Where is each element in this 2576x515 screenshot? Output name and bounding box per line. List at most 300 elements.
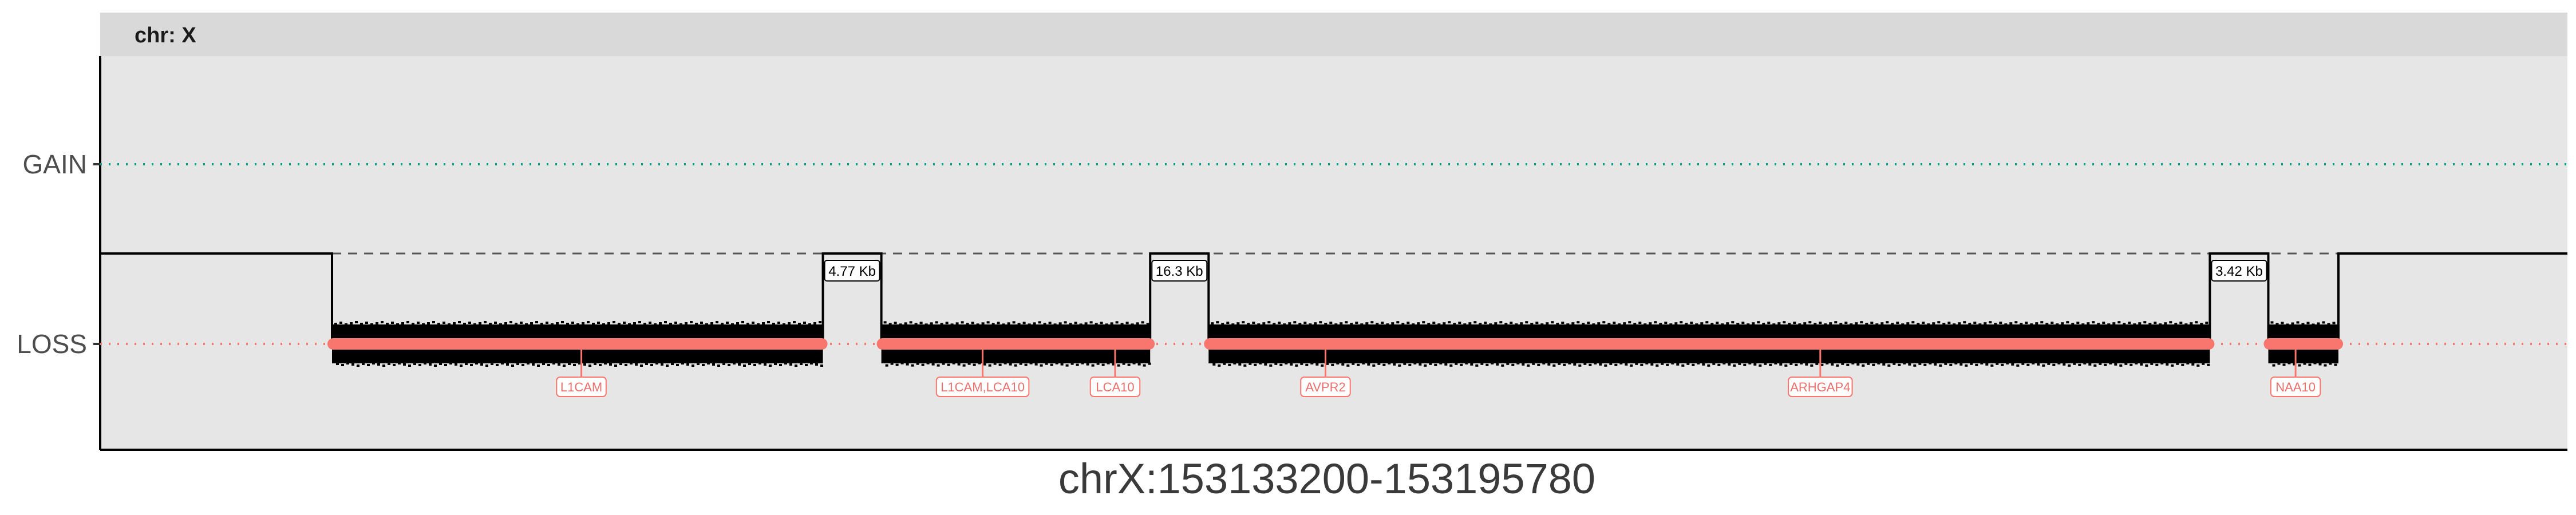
probe-point [442, 322, 445, 324]
probe-point [1788, 323, 1791, 325]
probe-point [2014, 321, 2017, 323]
probe-point [1143, 365, 1146, 367]
probe-point [989, 365, 991, 367]
probe-point [1117, 365, 1120, 367]
gap-label-1: 4.77 Kb [828, 264, 876, 279]
probe-point [2068, 365, 2071, 367]
probe-point [1666, 364, 1669, 366]
probe-point [2272, 365, 2275, 367]
probe-point [1996, 363, 1998, 365]
probe-point [1357, 364, 1360, 366]
probe-point [345, 323, 347, 326]
gap-label-2: 16.3 Kb [1155, 264, 1203, 279]
probe-point [1965, 365, 1967, 367]
probe-point [1618, 323, 1621, 326]
probe-point [635, 363, 638, 366]
probe-point [896, 364, 899, 366]
probe-point [1563, 364, 1566, 366]
probe-point [1107, 362, 1110, 365]
probe-point [1274, 363, 1277, 365]
probe-point [1573, 363, 1576, 366]
probe-point [1479, 323, 1481, 325]
probe-point [449, 362, 452, 365]
probe-point [2205, 322, 2208, 324]
probe-point [388, 363, 390, 365]
probe-point [2128, 322, 2131, 324]
probe-point [1980, 362, 1983, 365]
probe-point [1331, 364, 1334, 366]
probe-point [1133, 362, 1136, 365]
probe-point [1121, 323, 1124, 325]
loss-segment-2 [877, 338, 1155, 350]
probe-point [1066, 365, 1069, 367]
probe-point [1716, 322, 1718, 324]
probe-point [1412, 323, 1415, 326]
probe-point [588, 365, 591, 367]
probe-point [491, 363, 493, 365]
probe-point [1896, 322, 1899, 324]
probe-point [2281, 322, 2283, 324]
probe-point [1856, 363, 1859, 366]
probe-point [412, 323, 414, 325]
probe-point [1599, 363, 1602, 366]
probe-point [1071, 363, 1074, 365]
probe-point [494, 322, 497, 324]
probe-point [1288, 322, 1291, 324]
probe-point [1340, 322, 1342, 324]
probe-point [1571, 322, 1574, 324]
probe-point [1424, 365, 1427, 367]
probe-point [2006, 362, 2009, 365]
probe-point [1345, 321, 1348, 323]
probe-point [1721, 323, 1724, 326]
probe-point [1427, 323, 1430, 325]
probe-point [820, 365, 823, 367]
probe-point [1038, 321, 1041, 323]
probe-point [2184, 323, 2187, 326]
probe-point [753, 364, 756, 366]
probe-point [1968, 323, 1971, 325]
gene-label-3: LCA10 [1096, 380, 1135, 394]
probe-point [2270, 321, 2273, 323]
probe-point [1352, 363, 1354, 365]
probe-point [1298, 323, 1301, 325]
probe-point [1279, 364, 1282, 366]
probe-point [927, 362, 930, 365]
probe-point [752, 322, 754, 324]
probe-point [594, 363, 596, 365]
probe-point [406, 321, 409, 323]
probe-point [966, 323, 969, 325]
probe-point [1887, 365, 1890, 367]
probe-point [920, 322, 923, 324]
probe-point [2207, 364, 2210, 366]
probe-point [1664, 322, 1667, 324]
probe-point [2093, 365, 2096, 367]
probe-point [2327, 323, 2330, 325]
probe-point [1609, 363, 1612, 365]
probe-point [1458, 322, 1461, 324]
probe-point [702, 364, 705, 366]
probe-point [499, 323, 502, 326]
probe-point [1370, 321, 1373, 323]
probe-point [372, 362, 375, 365]
probe-point [1033, 322, 1036, 324]
probe-point [1826, 362, 1828, 365]
probe-point [563, 365, 566, 367]
probe-point [1953, 323, 1955, 326]
probe-point [455, 363, 457, 366]
probe-point [2066, 321, 2069, 323]
probe-point [1733, 365, 1736, 367]
probe-point [355, 321, 358, 323]
probe-point [2154, 322, 2156, 324]
probe-point [2102, 322, 2105, 324]
probe-point [1774, 362, 1777, 365]
probe-point [1455, 363, 1457, 365]
probe-point [1326, 363, 1329, 365]
probe-point [1116, 321, 1119, 323]
probe-point [1808, 321, 1811, 323]
probe-point [568, 363, 571, 365]
probe-point [1937, 321, 1940, 323]
probe-point [1002, 323, 1005, 326]
probe-point [1228, 364, 1231, 366]
probe-point [1674, 322, 1677, 324]
probe-point [1628, 321, 1631, 323]
probe-point [1582, 323, 1585, 325]
probe-point [1855, 322, 1858, 324]
probe-point [1547, 363, 1550, 366]
probe-point [558, 363, 560, 366]
probe-point [609, 363, 612, 366]
probe-point [1238, 363, 1241, 366]
probe-point [1686, 363, 1689, 365]
probe-point [911, 365, 914, 367]
probe-point [640, 365, 643, 367]
probe-point [1128, 364, 1131, 366]
probe-point [1877, 362, 1880, 365]
probe-point [2119, 365, 2122, 367]
probe-point [532, 363, 535, 366]
probe-point [2104, 364, 2107, 366]
probe-point [516, 363, 519, 365]
probe-point [1008, 322, 1010, 324]
probe-point [1506, 363, 1509, 365]
probe-point [1831, 363, 1834, 366]
probe-point [757, 323, 760, 326]
loss-segment-3 [1204, 338, 2214, 350]
probe-point [2026, 364, 2029, 366]
probe-point [728, 364, 730, 366]
probe-point [2076, 322, 2079, 324]
probe-point [1417, 322, 1420, 324]
probe-point [1769, 364, 1772, 366]
probe-point [1717, 364, 1720, 366]
probe-point [2063, 363, 2065, 366]
probe-point [904, 322, 907, 324]
probe-point [1516, 362, 1519, 365]
probe-point [1485, 364, 1488, 366]
probe-point [2306, 322, 2309, 324]
probe-point [599, 364, 602, 366]
probe-point [906, 363, 909, 366]
probe-point [1947, 322, 1950, 324]
probe-point [1834, 321, 1837, 323]
probe-point [535, 321, 538, 323]
probe-point [1690, 322, 1693, 324]
probe-point [1527, 365, 1530, 367]
probe-point [743, 365, 746, 367]
y-tick-label-loss: LOSS [17, 329, 87, 359]
probe-point [1695, 323, 1698, 326]
probe-point [2164, 322, 2167, 324]
probe-point [1422, 321, 1425, 323]
probe-point [1898, 364, 1901, 366]
probe-point [2037, 363, 2040, 366]
probe-point [2286, 323, 2289, 326]
probe-point [922, 364, 924, 366]
probe-point [552, 362, 555, 365]
probe-point [1949, 364, 1952, 366]
probe-point [1257, 323, 1260, 326]
probe-point [1927, 323, 1930, 326]
probe-point [1757, 321, 1760, 323]
probe-point [2021, 363, 2024, 365]
probe-point [2124, 363, 2127, 365]
probe-point [2081, 323, 2084, 326]
gene-label-5: ARHGAP4 [1790, 380, 1851, 394]
probe-point [1014, 365, 1017, 367]
probe-point [1023, 322, 1026, 324]
probe-point [1236, 322, 1239, 324]
probe-point [956, 322, 959, 324]
probe-point [1908, 363, 1911, 366]
probe-point [741, 321, 744, 323]
probe-point [1264, 363, 1267, 366]
probe-point [1578, 365, 1581, 367]
probe-point [1074, 322, 1077, 324]
probe-point [1095, 323, 1098, 325]
probe-point [679, 323, 682, 326]
probe-point [1597, 322, 1600, 324]
probe-point [1532, 363, 1535, 365]
probe-point [1656, 365, 1658, 367]
probe-point [1439, 362, 1442, 365]
probe-point [460, 365, 463, 367]
probe-point [2174, 323, 2177, 325]
probe-point [2040, 321, 2043, 323]
probe-point [1958, 322, 1961, 324]
probe-point [1633, 323, 1636, 325]
probe-point [746, 323, 749, 325]
probe-point [2200, 323, 2203, 325]
probe-point [1537, 364, 1540, 366]
probe-point [899, 323, 902, 326]
probe-point [1551, 321, 1554, 323]
probe-point [2160, 362, 2163, 365]
probe-point [1309, 323, 1311, 326]
probe-point [1783, 321, 1785, 323]
probe-point [1398, 365, 1401, 367]
probe-point [1377, 363, 1380, 365]
probe-point [819, 321, 821, 323]
probe-point [721, 323, 724, 325]
probe-point [1762, 323, 1765, 325]
loss-segment-1 [327, 338, 828, 350]
probe-point [1772, 323, 1775, 326]
probe-point [537, 365, 540, 367]
probe-point [403, 363, 406, 366]
probe-point [1561, 322, 1564, 324]
probe-point [1556, 323, 1559, 325]
probe-point [1393, 363, 1396, 366]
probe-point [1419, 363, 1421, 366]
probe-point [1862, 365, 1864, 367]
gap-label-3: 3.42 Kb [2215, 264, 2263, 279]
probe-point [551, 323, 554, 326]
probe-point [2275, 323, 2278, 325]
probe-point [1020, 363, 1022, 365]
probe-point [1589, 364, 1591, 366]
probe-point [1903, 362, 1906, 365]
probe-point [1013, 321, 1016, 323]
probe-point [1844, 322, 1847, 324]
probe-point [1793, 322, 1796, 324]
probe-point [2135, 362, 2138, 365]
probe-point [1748, 362, 1751, 365]
probe-point [1081, 362, 1084, 365]
probe-point [628, 323, 631, 326]
probe-point [1449, 365, 1452, 367]
probe-point [1767, 322, 1770, 324]
probe-point [2291, 322, 2294, 324]
probe-point [1747, 323, 1749, 326]
probe-point [2169, 321, 2172, 323]
probe-point [1453, 323, 1456, 325]
probe-point [697, 363, 700, 365]
probe-point [1525, 321, 1528, 323]
probe-point [1367, 363, 1370, 366]
probe-point [953, 362, 955, 365]
probe-point [350, 322, 353, 324]
probe-point [1468, 322, 1471, 324]
probe-point [1283, 323, 1286, 326]
probe-point [2318, 363, 2321, 366]
probe-point [1365, 322, 1368, 324]
probe-point [1278, 322, 1281, 324]
probe-point [1736, 323, 1739, 325]
probe-point [429, 363, 432, 366]
probe-point [1906, 322, 1909, 324]
probe-point [485, 365, 488, 367]
probe-point [2050, 322, 2053, 324]
probe-point [2052, 364, 2055, 366]
probe-point [1475, 365, 1478, 367]
probe-point [1049, 322, 1052, 324]
probe-point [1341, 363, 1344, 366]
probe-point [2145, 365, 2148, 367]
probe-point [1731, 321, 1734, 323]
probe-point [1795, 364, 1797, 366]
probe-point [1432, 322, 1435, 324]
gene-label-1: L1CAM [560, 380, 603, 394]
probe-point [2032, 362, 2034, 365]
probe-point [391, 322, 394, 324]
probe-point [360, 323, 363, 325]
probe-point [2099, 363, 2101, 365]
probe-point [947, 364, 950, 366]
probe-point [367, 364, 370, 366]
probe-point [2329, 363, 2332, 365]
probe-point [1273, 323, 1275, 325]
probe-point [692, 365, 694, 367]
probe-point [705, 323, 708, 326]
probe-point [437, 323, 440, 325]
probe-point [2004, 323, 2007, 326]
probe-point [1090, 321, 1093, 323]
probe-point [1218, 365, 1220, 367]
probe-point [886, 365, 888, 367]
probe-point [1789, 363, 1792, 365]
probe-point [381, 321, 384, 323]
probe-point [894, 322, 897, 324]
probe-point [556, 322, 559, 324]
probe-point [1408, 364, 1411, 366]
probe-point [1741, 322, 1744, 324]
probe-point [1252, 322, 1255, 324]
probe-point [432, 321, 435, 323]
probe-point [1566, 323, 1569, 326]
probe-point [418, 364, 421, 366]
probe-point [772, 323, 775, 325]
probe-point [982, 322, 985, 324]
probe-point [681, 362, 684, 365]
probe-point [1702, 363, 1705, 366]
probe-point [439, 363, 442, 365]
probe-point [521, 364, 524, 366]
probe-point [2061, 322, 2064, 324]
probe-point [576, 323, 579, 326]
probe-point [1504, 323, 1507, 325]
probe-point [520, 322, 523, 324]
probe-point [2287, 362, 2290, 365]
probe-point [1867, 363, 1870, 365]
probe-point [1759, 365, 1761, 367]
probe-point [479, 322, 481, 324]
probe-point [1810, 365, 1813, 367]
probe-point [1604, 365, 1607, 367]
probe-point [1934, 363, 1937, 366]
probe-point [2181, 364, 2184, 366]
probe-point [808, 323, 811, 326]
probe-point [1959, 363, 1962, 366]
probe-point [540, 323, 543, 325]
probe-point [968, 363, 971, 365]
probe-point [434, 365, 437, 367]
probe-point [1592, 323, 1595, 326]
probe-point [930, 322, 933, 324]
probe-point [1917, 323, 1919, 325]
probe-point [1050, 364, 1053, 366]
probe-point [1334, 323, 1337, 326]
probe-point [1321, 365, 1323, 367]
probe-point [1069, 323, 1072, 325]
probe-point [1710, 323, 1713, 325]
probe-point [2030, 323, 2033, 326]
probe-point [1437, 323, 1440, 326]
probe-point [1372, 365, 1375, 367]
